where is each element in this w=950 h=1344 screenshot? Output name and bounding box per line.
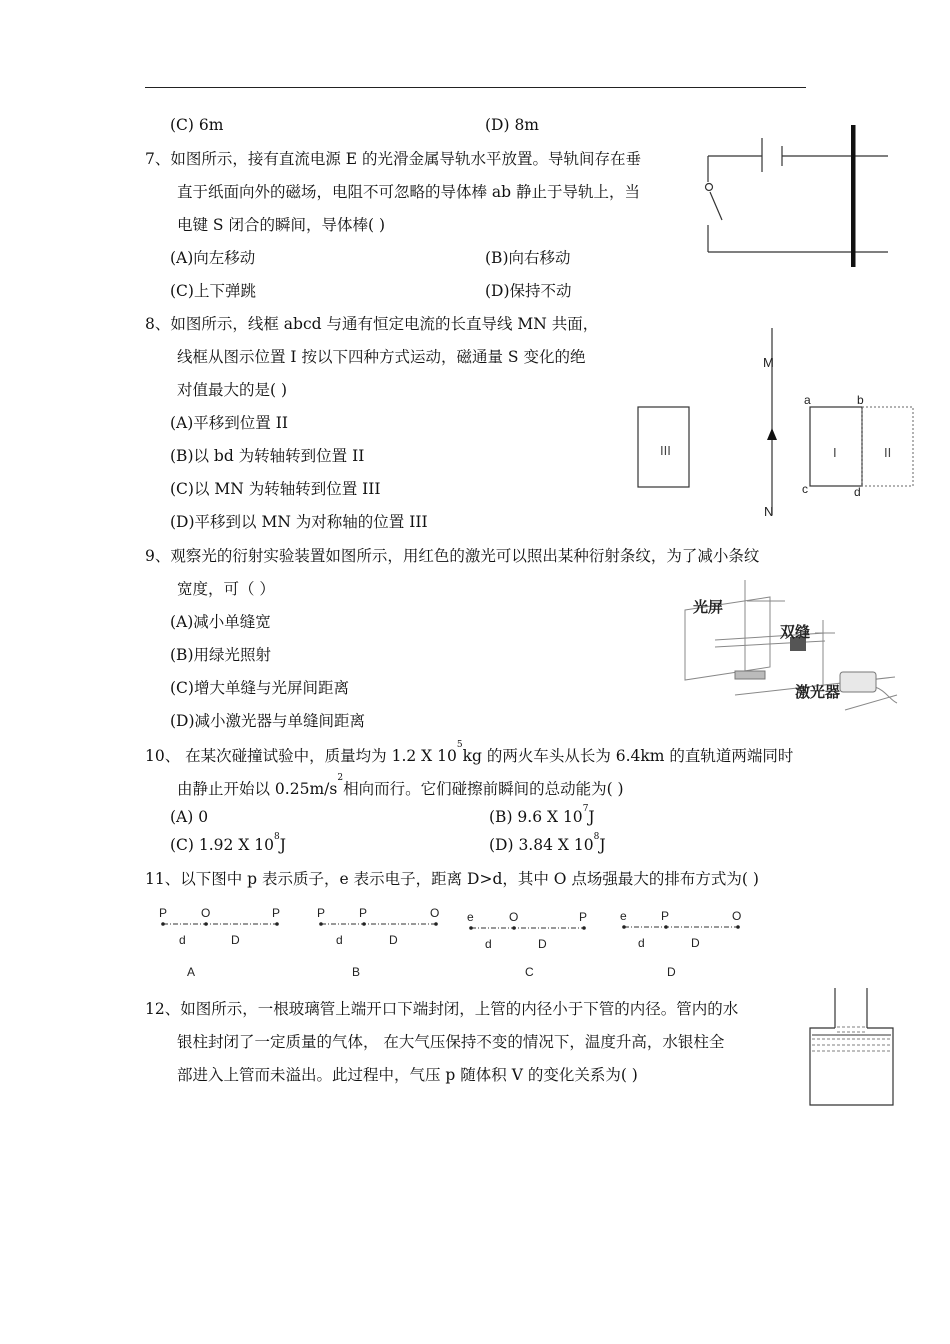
- svg-text:P: P: [317, 906, 326, 920]
- q10-option-d: (D) 3.84 X $10^8J$: [489, 832, 606, 854]
- svg-text:e: e: [620, 909, 627, 923]
- svg-text:O: O: [201, 906, 211, 920]
- svg-text:O: O: [732, 909, 742, 923]
- svg-text:P: P: [661, 909, 670, 923]
- label-I: I: [833, 445, 837, 460]
- q8-option-c: (C)以 MN 为转轴转到位置 III: [170, 480, 381, 498]
- q9-stem-line1: 9、观察光的衍射实验装置如图所示，用红色的激光可以照出某种衍射条纹，为了减小条纹: [145, 547, 760, 565]
- q11-figure-a: [159, 906, 280, 979]
- q9-option-a: (A)减小单缝宽: [170, 613, 271, 631]
- q10-option-a: (A) 0: [170, 808, 209, 826]
- q11-figure-d: [620, 909, 741, 979]
- q8-option-a: (A)平移到位置 II: [170, 414, 288, 432]
- current-arrow-icon: [767, 428, 777, 440]
- q11-figure-c: [467, 910, 587, 979]
- q7-option-b: (B)向右移动: [485, 249, 571, 267]
- svg-text:D: D: [691, 936, 700, 950]
- q12-stem-line1: 12、如图所示，一根玻璃管上端开口下端封闭，上管的内径小于下管的内径。管内的水: [145, 1000, 739, 1018]
- svg-text:d: d: [638, 936, 645, 950]
- svg-text:e: e: [467, 910, 474, 924]
- label-II: II: [884, 445, 892, 460]
- label-N: N: [764, 504, 774, 519]
- svg-text:P: P: [159, 906, 168, 920]
- q10-option-b: (B) 9.6 X $10^7J$: [489, 804, 595, 826]
- svg-text:P: P: [359, 906, 368, 920]
- q8-loop-figure: [630, 320, 925, 530]
- label-laser: 激光器: [795, 684, 841, 701]
- svg-text:P: P: [272, 906, 281, 920]
- q7-stem-line1: 7、如图所示，接有直流电源 E 的光滑金属导轨水平放置。导轨间存在垂: [145, 150, 642, 168]
- q9-option-c: (C)增大单缝与光屏间距离: [170, 679, 349, 697]
- q7-circuit-figure: [700, 120, 895, 272]
- q8-option-b: (B)以 bd 为转轴转到位置 II: [170, 447, 365, 465]
- label-screen: 光屏: [693, 599, 724, 616]
- q9-option-b: (B)用绿光照射: [170, 646, 271, 664]
- q6-option-d: (D) 8m: [485, 116, 540, 134]
- svg-text:D: D: [389, 933, 398, 947]
- q11-stem-line1: 11、以下图中 p 表示质子，e 表示电子，距离 D>d，其中 O 点场强最大的排布方式为( ): [145, 870, 759, 888]
- svg-text:D: D: [667, 965, 676, 979]
- q12-stem-line2: 银柱封闭了一定质量的气体， 在大气压保持不变的情况下，温度升高，水银柱全: [177, 1033, 725, 1051]
- q11-charge-figures: [150, 900, 770, 985]
- q7-stem-line2: 直于纸面向外的磁场，电阻不可忽略的导体棒 ab 静止于导轨上，当: [177, 183, 641, 201]
- svg-text:D: D: [538, 937, 547, 951]
- label-a: a: [804, 393, 811, 407]
- label-c: c: [802, 482, 808, 496]
- q10-stem-line1: 10、 在某次碰撞试验中，质量均为 1.2 X $10^5kg$ 的两火车头从长为 6.4km 的直轨道两端同时: [145, 740, 794, 765]
- q9-apparatus-figure: [675, 575, 900, 715]
- q7-option-d: (D)保持不动: [485, 282, 572, 300]
- label-b: b: [857, 393, 864, 407]
- svg-text:O: O: [509, 910, 519, 924]
- svg-text:B: B: [352, 965, 361, 979]
- q7-option-c: (C)上下弹跳: [170, 282, 256, 300]
- q11-figure-b: [317, 906, 439, 979]
- header-rule: [145, 87, 806, 88]
- svg-text:D: D: [231, 933, 240, 947]
- svg-text:d: d: [485, 937, 492, 951]
- q8-stem-line1: 8、如图所示，线框 abcd 与通有恒定电流的长直导线 MN 共面，: [145, 315, 599, 333]
- q9-stem-line2: 宽度，可（ ）: [177, 580, 275, 598]
- q9-option-d: (D)减小激光器与单缝间距离: [170, 712, 366, 730]
- q7-stem-line3: 电键 S 闭合的瞬间，导体棒( ): [177, 216, 385, 234]
- conductor-rod-ab: [851, 125, 856, 267]
- label-III: III: [660, 443, 671, 458]
- q10-option-c: (C) 1.92 X $10^8J$: [170, 832, 286, 854]
- q8-stem-line3: 对值最大的是( ): [177, 381, 288, 399]
- svg-text:d: d: [336, 933, 343, 947]
- q12-stem-line3: 部进入上管而未溢出。此过程中，气压 p 随体积 V 的变化关系为( ): [177, 1066, 638, 1084]
- svg-text:C: C: [525, 965, 534, 979]
- q12-glass-tube-figure: [805, 985, 900, 1110]
- q7-option-a: (A)向左移动: [170, 249, 256, 267]
- q8-stem-line2: 线框从图示位置 I 按以下四种方式运动，磁通量 S 变化的绝: [177, 348, 586, 366]
- q10-stem-line2: 由静止开始以 $0.25m/s^2$相向而行。它们碰擦前瞬间的总动能为( ): [177, 773, 624, 798]
- label-double-slit: 双缝: [780, 624, 811, 641]
- svg-text:d: d: [179, 933, 186, 947]
- label-d: d: [854, 485, 861, 499]
- q8-option-d: (D)平移到以 MN 为对称轴的位置 III: [170, 513, 428, 531]
- svg-text:A: A: [187, 965, 196, 979]
- svg-text:P: P: [579, 910, 588, 924]
- svg-text:O: O: [430, 906, 440, 920]
- label-M: M: [763, 355, 774, 370]
- q6-option-c: (C) 6m: [170, 116, 224, 134]
